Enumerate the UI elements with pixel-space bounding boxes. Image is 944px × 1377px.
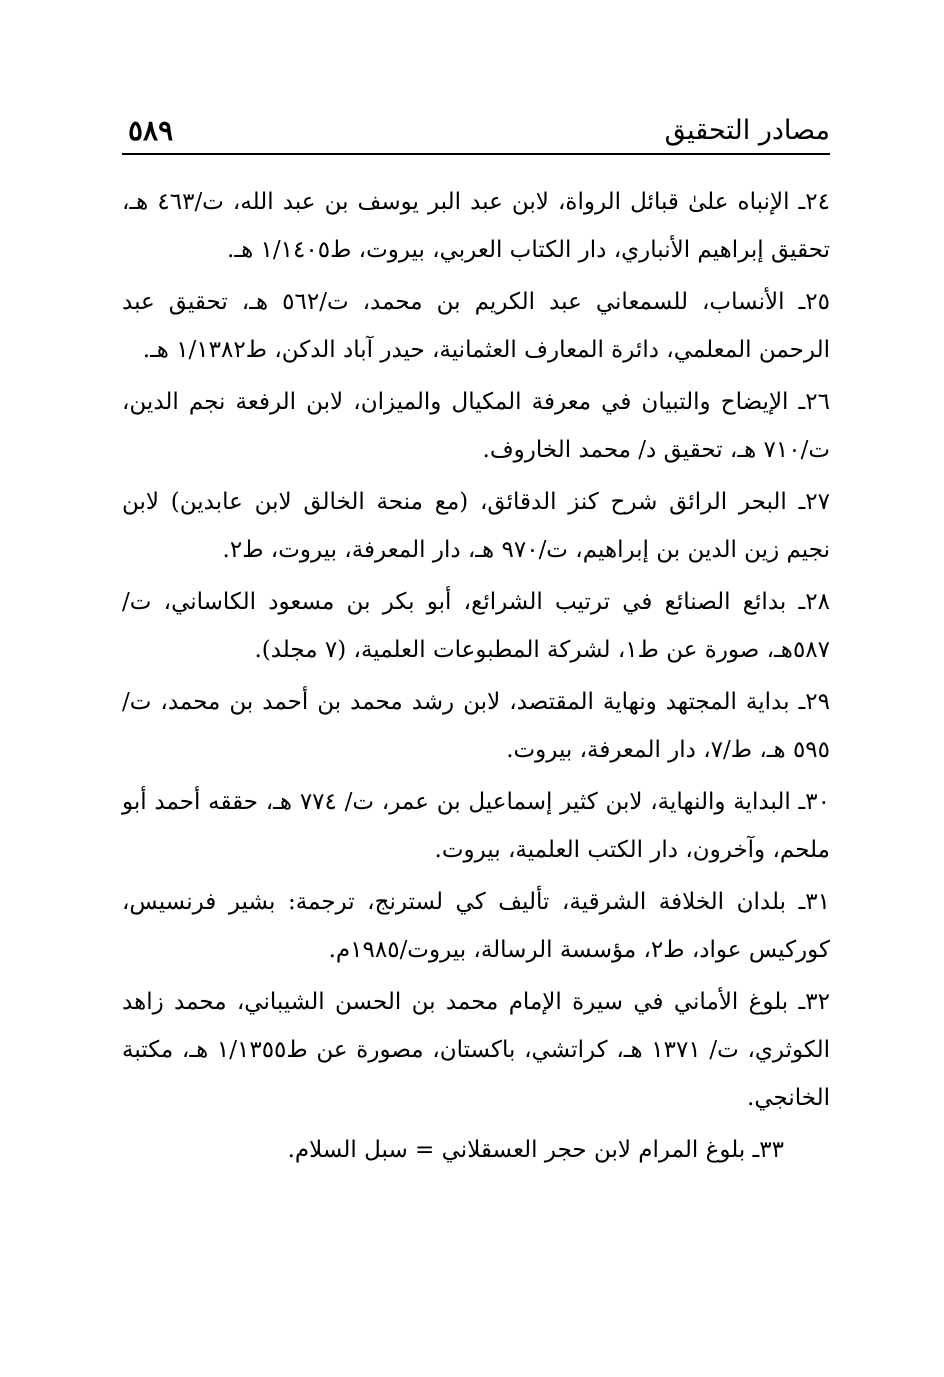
bibliography-list [122,178,830,1178]
bibliography-entry-30: ٣٠ـ البداية والنهاية، لابن كثير إسماعيل بن عمر، ت/ ٧٧٤ هـ، حققه أحمد أبو ملحم، وآخرون، دار الكتب العلمية، بيروت. [122,789,830,863]
bibliography-entry-29: ٢٩ـ بداية المجتهد ونهاية المقتصد، لابن رشد محمد بن أحمد بن محمد، ت/٥٩٥ هـ، ط/٧، دار المعرفة، بيروت. [122,689,830,763]
header-divider [122,153,830,155]
bibliography-entry-33: ٣٣ـ بلوغ المرام لابن حجر العسقلاني = سبل السلام. [287,1137,784,1163]
bibliography-entry-27: ٢٧ـ البحر الرائق شرح كنز الدقائق، (مع منحة الخالق لابن عابدين) لابن نجيم زين الدين بن إبراهيم، ت/٩٧٠ هـ، دار المعرفة، بيروت، ط٢. [122,489,830,563]
bibliography-entry-24: ٢٤ـ الإنباه علىٰ قبائل الرواة، لابن عبد البر يوسف بن عبد الله، ت/٤٦٣ هـ، تحقيق إبراهيم الأنباري، دار الكتاب العربي، بيروت، ط١/١٤٠٥ هـ. [122,189,830,263]
running-head [122,108,830,152]
bibliography-entry-26: ٢٦ـ الإيضاح والتبيان في معرفة المكيال والميزان، لابن الرفعة نجم الدين، ت/٧١٠ هـ، تحقيق د/ محمد الخاروف. [122,389,830,463]
bibliography-entry-32: ٣٢ـ بلوغ الأماني في سيرة الإمام محمد بن الحسن الشيباني، محمد زاهد الكوثري، ت/ ١٣٧١ هـ، كراتشي، باكستان، مصورة عن ط١/١٣٥٥ هـ، مكتبة الخانجي. [122,989,830,1111]
page-number: ٥٨٩ [128,114,174,147]
bibliography-entry-28: ٢٨ـ بدائع الصنائع في ترتيب الشرائع، أبو بكر بن مسعود الكاساني، ت/٥٨٧هـ، صورة عن ط١، لشركة المطبوعات العلمية، (٧ مجلد). [122,589,830,663]
bibliography-entry-25: ٢٥ـ الأنساب، للسمعاني عبد الكريم بن محمد، ت/٥٦٢ هـ، تحقيق عبد الرحمن المعلمي، دائرة المعارف العثمانية، حيدر آباد الدكن، ط١/١٣٨٢ هـ. [122,289,831,363]
running-title: مصادر التحقيق [664,115,830,146]
bibliography-entry-31: ٣١ـ بلدان الخلافة الشرقية، تأليف كي لسترنج، ترجمة: بشير فرنسيس، كوركيس عواد، ط٢، مؤسسة الرسالة، بيروت/١٩٨٥م. [122,889,830,963]
